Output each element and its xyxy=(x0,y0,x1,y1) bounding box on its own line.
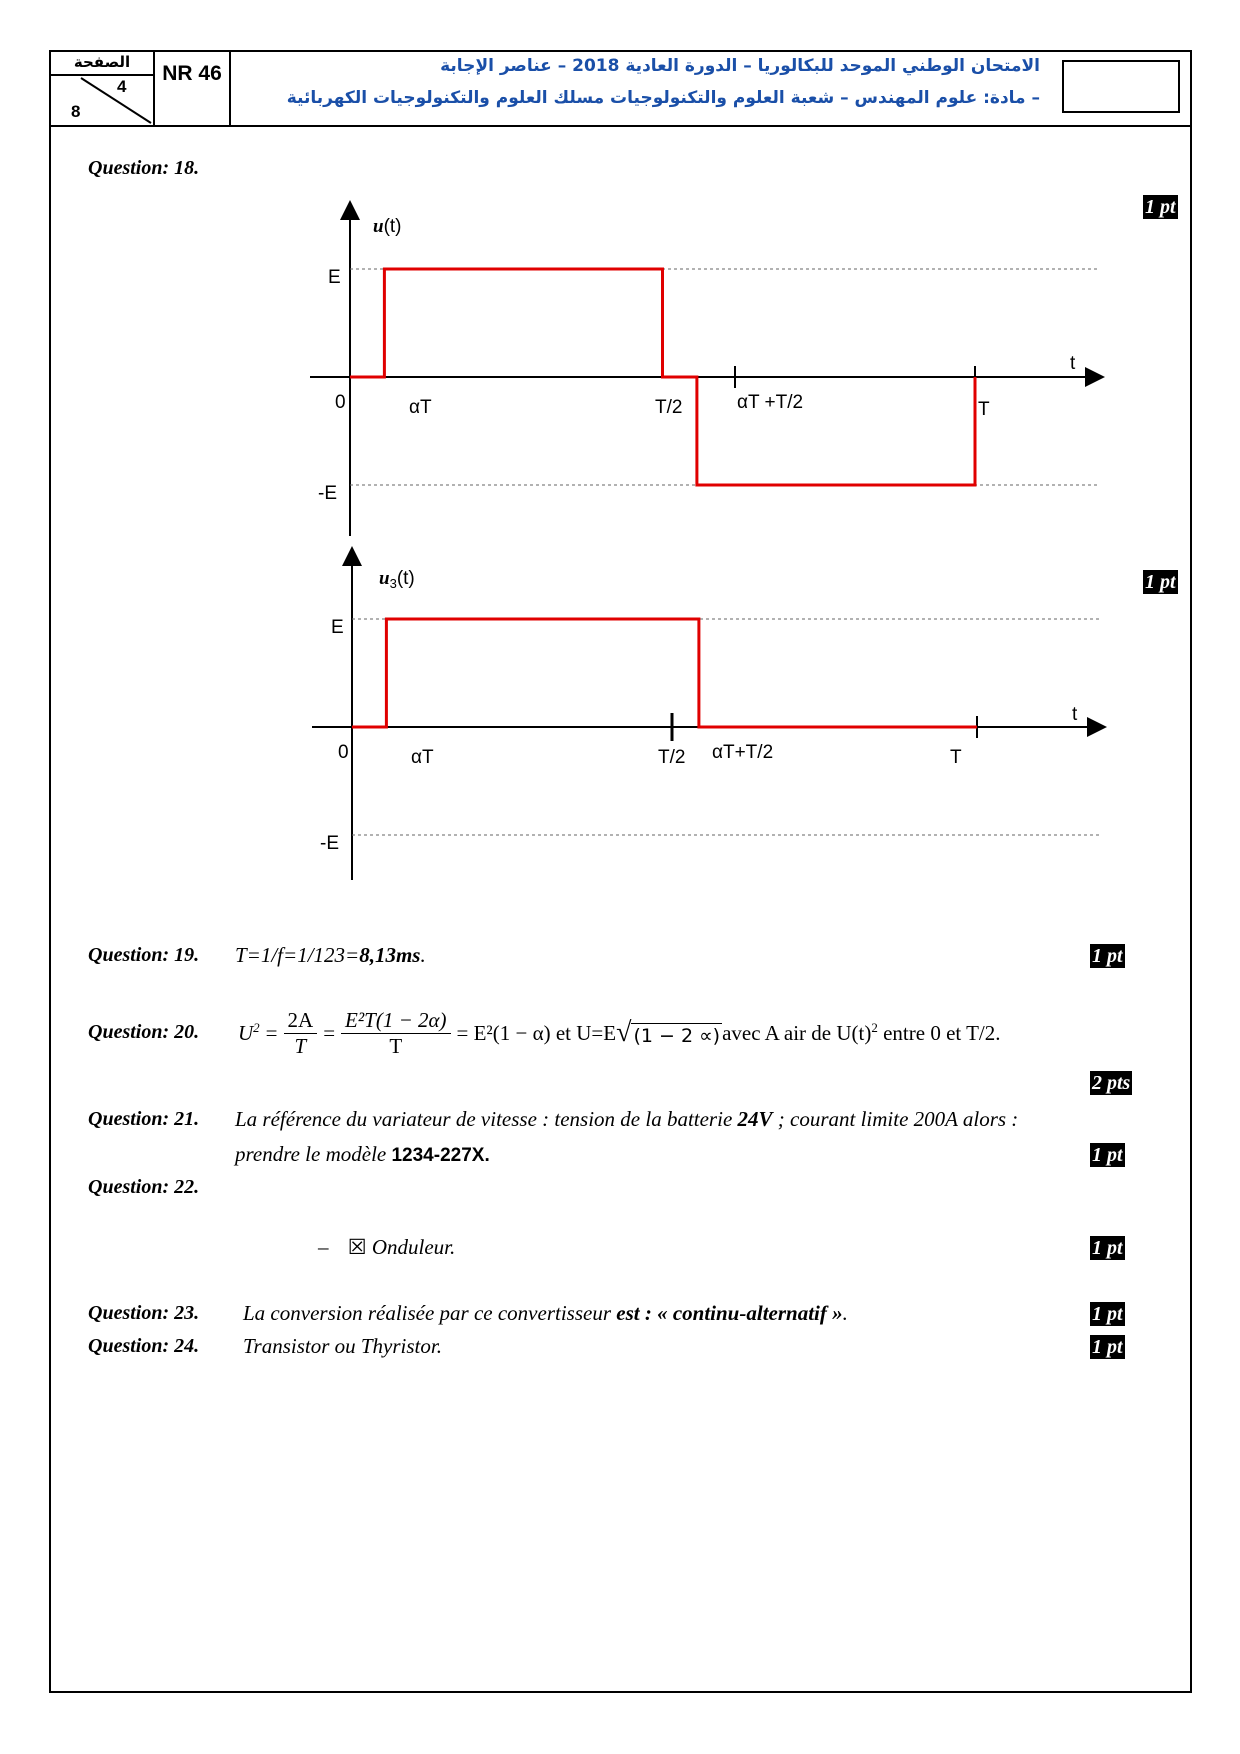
chart-u-ytick-minus-e: -E xyxy=(318,483,337,504)
chart-u3-ytick-e: E xyxy=(331,617,344,638)
chart-u3-xtick-at-t2: αT+T/2 xyxy=(712,742,774,763)
question-24-answer: Transistor ou Thyristor. xyxy=(243,1334,442,1358)
question-20-label: Question: 20. xyxy=(88,1021,200,1043)
chart-u3-xtick-at: αT xyxy=(411,747,434,768)
question-18-points-1: 1 pt xyxy=(1145,196,1176,218)
question-20-points: 2 pts xyxy=(1092,1072,1131,1094)
chart-u3-xlabel: t xyxy=(1072,704,1078,725)
question-21-line1: La référence du variateur de vitesse : tension de la batterie 24V ; courant limite 200A alors : xyxy=(235,1107,1019,1131)
formula-frac-1: $\frac{2A}{T}$ xyxy=(284,1008,318,1059)
chart-u3-xtick-t: T xyxy=(950,747,962,768)
question-23-answer: La conversion réalisée par ce convertisseur est : « continu-alternatif ». xyxy=(243,1301,848,1325)
question-21-points: 1 pt xyxy=(1092,1144,1123,1166)
question-24-points: 1 pt xyxy=(1092,1336,1123,1358)
formula-frac-2: $\frac{\text{E²T(1 − 2α)}}{T}$ xyxy=(341,1008,450,1059)
formula-sqrt: √ (1 − 2 ∝) xyxy=(616,1017,721,1048)
chart-u-title: u(t) xyxy=(373,216,402,237)
question-23-label: Question: 23. xyxy=(88,1302,200,1324)
sqrt-sign: √ xyxy=(616,1017,632,1048)
answer-dash: – xyxy=(318,1235,329,1259)
question-20-formula xyxy=(238,998,1001,1068)
chart-u-xlabel: t xyxy=(1070,353,1076,374)
formula-rhs: = E²(1 − α) et U=E xyxy=(456,1020,617,1045)
chart-u-xtick-t2: T/2 xyxy=(655,397,683,418)
chart-u3-xtick-0: 0 xyxy=(338,742,349,763)
question-18-label: Question: 18. xyxy=(88,157,200,179)
chart-u3-xtick-t2: T/2 xyxy=(658,747,686,768)
question-18-points-2: 1 pt xyxy=(1145,571,1176,593)
question-19-label: Question: 19. xyxy=(88,944,200,966)
formula-eq-2: = xyxy=(323,1020,336,1045)
exam-code: NR 46 xyxy=(155,52,231,125)
header-title-line2: – مادة: علوم المهندس – شعبة العلوم والتكنولوجيات مسلك العلوم والتكنولوجيات الكهربائية xyxy=(286,88,1040,108)
page-current: 4 xyxy=(117,77,127,96)
formula-tail: avec A air de $U(t)^2$ entre 0 et T/2. xyxy=(722,1020,1001,1045)
question-19-answer: T=1/f=1/123=8,13ms. xyxy=(235,943,426,967)
checked-checkbox-icon: ☒ xyxy=(347,1235,367,1259)
chart-u3-series-line xyxy=(352,619,977,727)
chart-u-ytick-e: E xyxy=(328,267,341,288)
question-21-line2: prendre le modèle 1234-227X. xyxy=(235,1142,490,1166)
chart-u-xtick-0: 0 xyxy=(335,392,346,413)
question-19-points: 1 pt xyxy=(1092,945,1123,967)
header-title-line1: الامتحان الوطني الموحد للبكالوريا – الدورة العادية 2018 – عناصر الإجابة xyxy=(440,56,1040,76)
page-total: 8 xyxy=(71,102,81,121)
page-label: الصفحة xyxy=(51,52,153,76)
question-22-answer: – ☒ Onduleur. xyxy=(318,1235,456,1259)
formula-eq-1: = xyxy=(265,1020,278,1045)
question-22-points: 1 pt xyxy=(1092,1237,1123,1259)
question-24-label: Question: 24. xyxy=(88,1335,200,1357)
chart-u3-ytick-minus-e: -E xyxy=(320,833,339,854)
question-22-label: Question: 22. xyxy=(88,1176,200,1198)
chart-u-xtick-t: T xyxy=(978,399,990,420)
question-23-points: 1 pt xyxy=(1092,1303,1123,1325)
chart-u3-title: $u_3(t)$ xyxy=(379,568,415,591)
chart-u-xtick-at: αT xyxy=(409,397,432,418)
question-21-label: Question: 21. xyxy=(88,1108,200,1130)
chart-u-xtick-at-t2: αT +T/2 xyxy=(737,392,804,413)
formula-lhs: $U^2$ xyxy=(238,1020,260,1045)
